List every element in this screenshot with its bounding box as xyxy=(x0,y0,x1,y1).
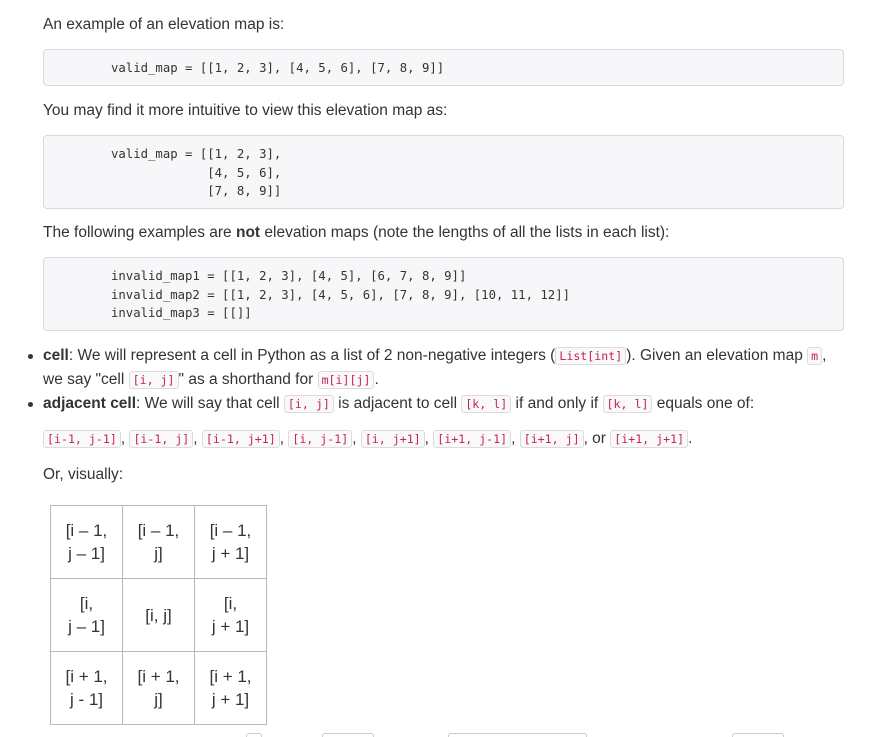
adj-def-text-2: is adjacent to cell xyxy=(333,395,462,412)
adjacent-cell-code: [i-1, j] xyxy=(129,430,193,448)
or-separator: , or xyxy=(583,430,611,447)
cut-off-element xyxy=(246,733,262,737)
cut-off-element xyxy=(448,733,587,737)
cell-line: j] xyxy=(154,690,163,709)
code-block-valid-multiline xyxy=(43,135,844,209)
grid-cell xyxy=(195,652,267,725)
cell-line: [i, xyxy=(223,594,238,613)
cell-line: [i, xyxy=(79,594,94,613)
adj-def-text-4: equals one of: xyxy=(652,395,755,412)
code-m: m xyxy=(807,347,822,365)
code-i-j: [i, j] xyxy=(129,371,179,389)
grid-cell xyxy=(51,579,123,652)
intro-text: An example of an elevation map is: xyxy=(43,16,285,33)
adj-def-text-3: if and only if xyxy=(511,395,603,412)
code-m-i-j: m[i][j] xyxy=(318,371,375,389)
grid-cell xyxy=(51,506,123,579)
cut-off-element xyxy=(322,733,374,737)
grid-cell-center xyxy=(123,579,195,652)
grid-row-middle xyxy=(51,579,267,652)
cell-line: j] xyxy=(154,544,163,563)
adjacent-cell-code: [i-1, j+1] xyxy=(202,430,280,448)
separator: , xyxy=(511,430,516,447)
definition-list xyxy=(22,344,842,416)
term-cell: cell xyxy=(43,347,69,364)
definition-adjacent-cell xyxy=(22,392,842,416)
cell-line: [i – 1, xyxy=(137,521,180,540)
cell-def-text-2: ). Given an elevation map xyxy=(626,347,808,364)
term-adjacent-cell: adjacent cell xyxy=(43,395,137,412)
grid-cell xyxy=(195,506,267,579)
separator: , xyxy=(120,430,126,447)
visual-text: Or, visually: xyxy=(43,466,124,483)
cut-off-element xyxy=(732,733,784,737)
code-block-valid-oneline xyxy=(43,49,844,86)
cell-def-text-5: . xyxy=(374,371,379,388)
cell-def-text-1: : We will represent a cell in Python as a list of 2 non-negative integers ( xyxy=(68,347,556,364)
cell-line: [i – 1, xyxy=(65,521,108,540)
separator: , xyxy=(424,430,429,447)
adjacent-cell-code: [i-1, j-1] xyxy=(43,430,121,448)
adjacency-grid xyxy=(50,505,267,725)
separator: , xyxy=(352,430,357,447)
code-block-invalid xyxy=(43,257,844,331)
grid-cell xyxy=(123,652,195,725)
code-list-int: List[int] xyxy=(555,347,626,365)
adjacent-cell-code: [i, j-1] xyxy=(288,430,352,448)
separator: , xyxy=(279,430,285,447)
grid-cell xyxy=(51,652,123,725)
adj-def-text-1: : We will say that cell xyxy=(136,395,284,412)
cell-line: j + 1] xyxy=(211,617,250,636)
adjacent-cells-list xyxy=(43,428,692,450)
cell-line: j + 1] xyxy=(211,690,250,709)
definition-cell xyxy=(22,344,842,392)
code-valid-oneline: valid_map = [[1, 2, 3], [4, 5, 6], [7, 8, 9]] xyxy=(111,61,445,75)
code-k-l: [k, l] xyxy=(603,395,653,413)
code-valid-multiline: valid_map = [[1, 2, 3], [4, 5, 6], [7, 8, 9]] xyxy=(111,147,282,198)
code-invalid: invalid_map1 = [[1, 2, 3], [4, 5], [6, 7, 8, 9]] invalid_map2 = [[1, 2, 3], [4, 5, 6], [7, 8, 9], [10, 11, 12]] invalid_map3 = [[]] xyxy=(111,269,571,320)
view-text: You may find it more intuitive to view this elevation map as: xyxy=(43,102,448,119)
cell-line: [i + 1, xyxy=(209,667,252,686)
grid-cell xyxy=(123,506,195,579)
adjacent-cell-code: [i, j+1] xyxy=(361,430,425,448)
cell-line: [i + 1, xyxy=(65,667,108,686)
invalid-text-after: elevation maps (note the lengths of all the lists in each list): xyxy=(260,224,670,241)
cell-line: [i + 1, xyxy=(137,667,180,686)
invalid-text-before: The following examples are xyxy=(43,224,236,241)
invalid-intro-text xyxy=(43,222,669,244)
separator: . xyxy=(688,430,693,447)
grid-row-top xyxy=(51,506,267,579)
cell-line: j + 1] xyxy=(211,544,250,563)
cell-def-text-3: , we say "cell xyxy=(43,347,827,388)
cell-line: [i – 1, xyxy=(209,521,252,540)
adjacent-cell-code: [i+1, j-1] xyxy=(433,430,511,448)
cell-line: j – 1] xyxy=(68,544,105,563)
cell-line: j – 1] xyxy=(68,617,105,636)
invalid-text-bold: not xyxy=(236,224,261,241)
separator: , xyxy=(193,430,198,447)
code-i-j: [i, j] xyxy=(284,395,334,413)
grid-row-bottom xyxy=(51,652,267,725)
code-k-l: [k, l] xyxy=(461,395,511,413)
cell-line: j - 1] xyxy=(69,690,104,709)
adjacent-cell-code: [i+1, j+1] xyxy=(610,430,688,448)
cell-def-text-4: " as a shorthand for xyxy=(178,371,318,388)
cell-line: [i, j] xyxy=(145,605,172,625)
grid-cell xyxy=(195,579,267,652)
adjacent-cell-code: [i+1, j] xyxy=(520,430,584,448)
